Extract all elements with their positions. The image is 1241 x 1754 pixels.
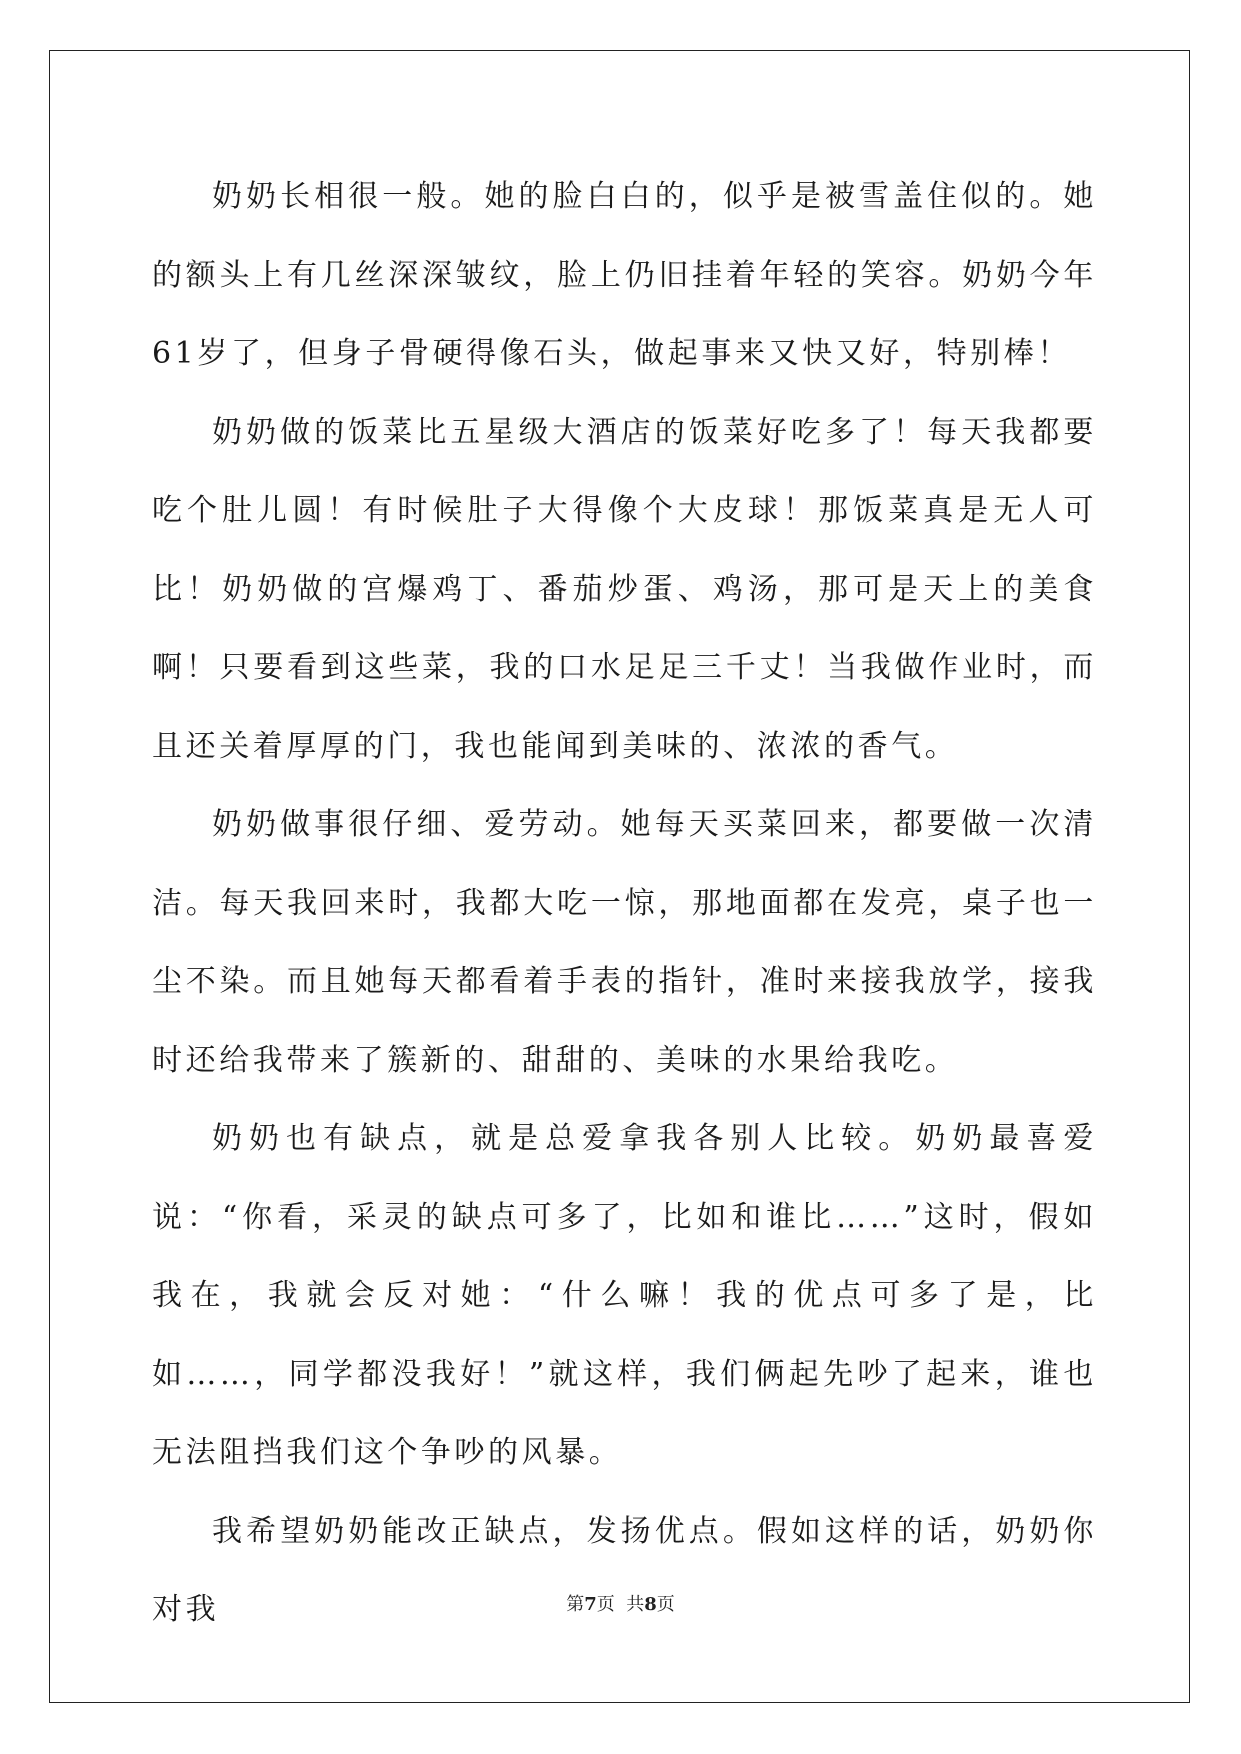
paragraph-3: 奶奶做事很仔细、爱劳动。她每天买菜回来，都要做一次清洁。每天我回来时，我都大吃一惊，那地面都在发亮，桌子也一尘不染。而且她每天都看着手表的指针，准时来接我放学，接我时还给我带来了簇新的、甜甜的、美味的水果给我吃。 (152, 807, 1097, 1078)
current-page-number: 7 (584, 1594, 597, 1615)
total-page-number: 8 (644, 1594, 657, 1615)
footer-mid: 页 共 (596, 1594, 645, 1615)
paragraph-4: 奶奶也有缺点，就是总爱拿我各别人比较。奶奶最喜爱说：“你看，采灵的缺点可多了，比如和谁比……”这时，假如我在，我就会反对她：“什么嘛！我的优点可多了是，比如……，同学都没我好！”就这样，我们俩起先吵了起来，谁也无法阻挡我们这个争吵的风暴。 (152, 1121, 1097, 1470)
paragraph-2: 奶奶做的饭菜比五星级大酒店的饭菜好吃多了！每天我都要吃个肚儿圆！有时候肚子大得像个大皮球！那饭菜真是无人可比！奶奶做的宫爆鸡丁、番茄炒蛋、鸡汤，那可是天上的美食啊！只要看到这些菜，我的口水足足三千丈！当我做作业时，而且还关着厚厚的门，我也能闻到美味的、浓浓的香气。 (152, 414, 1097, 764)
footer-suffix: 页 (656, 1594, 675, 1615)
document-body (152, 158, 1097, 1650)
page-footer (0, 1590, 1241, 1616)
paragraph-5: 我希望奶奶能改正缺点，发扬优点。假如这样的话，奶奶你对我 (152, 1513, 1097, 1627)
footer-prefix: 第 (566, 1594, 585, 1615)
paragraph-1: 奶奶长相很一般。她的脸白白的，似乎是被雪盖住似的。她的额头上有几丝深深皱纹，脸上仍旧挂着年轻的笑容。奶奶今年61岁了，但身子骨硬得像石头，做起事来又快又好，特别棒！ (152, 179, 1097, 371)
